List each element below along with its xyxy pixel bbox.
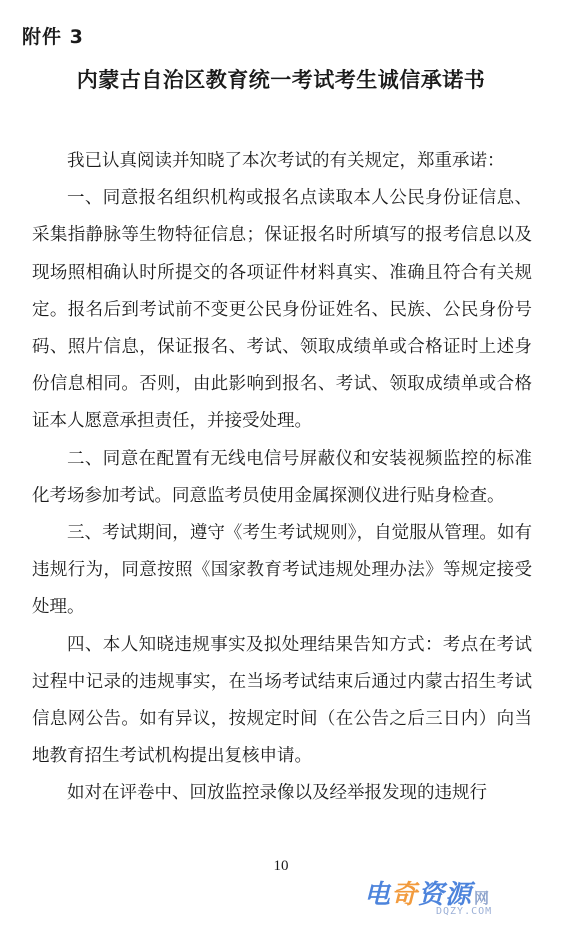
paragraph-continuation: 如对在评卷中、回放监控录像以及经举报发现的违规行 bbox=[67, 783, 487, 804]
document-title: 内蒙古自治区教育统一考试考生诚信承诺书 bbox=[76, 68, 486, 92]
site-watermark-logo bbox=[364, 874, 554, 920]
paragraph-item-3: 三、考试期间，遵守《考生考试规则》，自觉服从管理。如有违规行为，同意按照《国家教育考试违规处理办法》等规定接受处理。 bbox=[32, 523, 532, 618]
document-body bbox=[32, 143, 532, 813]
watermark-part-1: 电 bbox=[364, 880, 392, 910]
watermark-domain: DQZY.COM bbox=[436, 906, 493, 917]
paragraph-item-2: 二、同意在配置有无线电信号屏蔽仪和安装视频监控的标准化考场参加考试。同意监考员使用金属探测仪进行贴身检查。 bbox=[32, 448, 532, 506]
watermark-part-2: 奇 bbox=[391, 880, 419, 910]
attachment-label: 附件 3 bbox=[22, 26, 84, 48]
watermark-net-label: 网 bbox=[474, 889, 491, 907]
paragraph-item-4: 四、本人知晓违规事实及拟处理结果告知方式：考点在考试过程中记录的违规事实，在当场考试结束后通过内蒙古招生考试信息网公告。如有异议，按规定时间（在公告之后三日内）向当地教育招生考试机构提出复核申请。 bbox=[32, 634, 532, 767]
paragraph-item-1: 一、同意报名组织机构或报名点读取本人公民身份证信息、采集指静脉等生物特征信息；保证报名时所填写的报考信息以及现场照相确认时所提交的各项证件材料真实、准确且符合有关规定。报名后到考试前不变更公民身份证姓名、民族、公民身份号码、照片信息，保证报名、考试、领取成绩单或合格证时上述身份信息相同。否则，由此影响到报名、考试、领取成绩单或合格证本人愿意承担责任，并接受处理。 bbox=[32, 188, 532, 432]
page-number: 10 bbox=[273, 858, 289, 874]
paragraph-intro: 我已认真阅读并知晓了本次考试的有关规定，郑重承诺： bbox=[67, 151, 505, 171]
watermark-part-3: 资源 bbox=[418, 880, 473, 910]
